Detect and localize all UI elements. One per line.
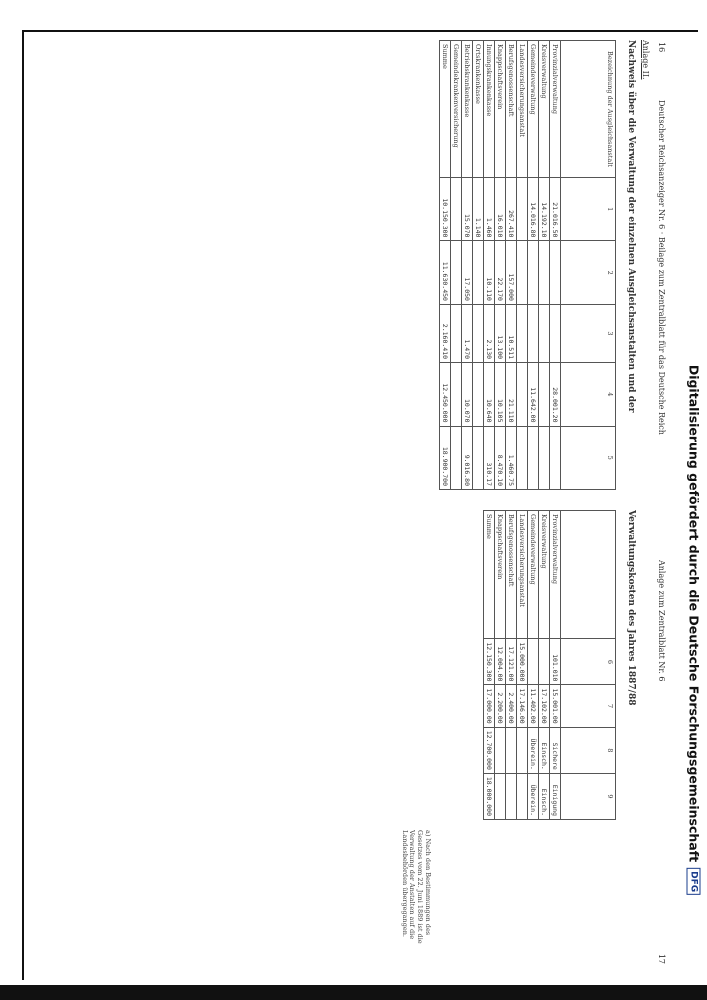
table-header-cell: 2 <box>561 241 616 304</box>
table-row <box>550 41 561 490</box>
rotated-scan-content <box>30 40 676 970</box>
dfg-logo-icon: DFG <box>687 868 701 895</box>
caption-left: Nachweis über die Verwaltung der einzelnen Ausgleichsanstalten und der <box>626 40 636 413</box>
value-cell <box>550 426 561 490</box>
table-row <box>451 41 462 490</box>
value-cell: 22.170 <box>495 241 506 304</box>
left-table <box>439 40 616 490</box>
row-label-cell: Ortskrankenkasse <box>473 41 484 178</box>
value-cell <box>451 178 462 241</box>
value-cell: 21.016.50 <box>550 178 561 241</box>
table-header-cell: Bezeichnung der Ausgleichsanstalt <box>561 41 616 178</box>
left-table-header-row <box>561 41 616 490</box>
value-cell: 2.160.410 <box>440 304 451 362</box>
value-cell: Überein. <box>528 773 539 819</box>
running-header <box>652 40 666 970</box>
annex-label: Anlage II. <box>641 40 650 80</box>
table-row <box>462 41 473 490</box>
row-label-cell: Landesversicherungsanstalt <box>517 41 528 178</box>
value-cell <box>517 426 528 490</box>
value-cell <box>539 363 550 426</box>
scan-bottom-edge <box>0 985 707 1000</box>
value-cell <box>451 426 462 490</box>
value-cell: Überein. <box>528 727 539 773</box>
value-cell: 17.146.00 <box>517 685 528 727</box>
value-cell <box>528 426 539 490</box>
table-row <box>484 511 495 820</box>
value-cell <box>517 727 528 773</box>
footnote: a) Nach den Bestimmungen des Gesetzes vom 22. Juni 1889 ist die Verwaltung der Anstalten auf die Landesbehörden übergegangen. <box>400 830 432 944</box>
value-cell <box>473 363 484 426</box>
banner-rotated <box>687 365 702 895</box>
value-cell <box>517 178 528 241</box>
running-title-left: Deutscher Reichsanzeiger Nr. 6 · Beilage zum Zentralblatt für das Deutsche Reich <box>657 100 666 435</box>
table-row <box>517 41 528 490</box>
row-label-cell: Gemeindeverwaltung <box>528 511 539 639</box>
table-header-cell: 4 <box>561 363 616 426</box>
table-row <box>506 41 517 490</box>
row-label-cell: Summe <box>484 511 495 639</box>
value-cell: 2.400.00 <box>506 685 517 727</box>
value-cell: 157.000 <box>506 241 517 304</box>
value-cell: 267.410 <box>506 178 517 241</box>
table-row <box>539 41 550 490</box>
value-cell: 15.070 <box>462 178 473 241</box>
running-title-right: Anlage zum Zentralblatt Nr. 6 <box>657 560 666 682</box>
value-cell: Sichere <box>550 727 561 773</box>
value-cell: 12.450.000 <box>440 363 451 426</box>
value-cell: 2.200.00 <box>495 685 506 727</box>
table-row <box>440 41 451 490</box>
row-label-cell: Kreisverwaltung <box>539 41 550 178</box>
row-label-cell: Berufsgenossenschaft <box>506 511 517 639</box>
value-cell <box>473 241 484 304</box>
table-header-cell: 9 <box>561 773 616 819</box>
value-cell <box>528 639 539 685</box>
row-label-cell: Berufsgenossenschaft <box>506 41 517 178</box>
value-cell: 11.630.450 <box>440 241 451 304</box>
row-label-cell: Provinzialverwaltung <box>550 511 561 639</box>
row-label-cell: Knappschaftsverein <box>495 41 506 178</box>
value-cell: 12.150.300 <box>484 639 495 685</box>
value-cell <box>517 363 528 426</box>
banner-text: Digitalisierung gefördert durch die Deutsche Forschungsgemeinschaft <box>686 364 702 863</box>
right-table-body <box>484 511 561 820</box>
row-label-cell: Innungskrankenkasse <box>484 41 495 178</box>
table-row <box>528 41 539 490</box>
sheet-inner <box>30 40 676 970</box>
value-cell: 15.000.000 <box>517 639 528 685</box>
value-cell <box>539 304 550 362</box>
value-cell: 10.150.300 <box>440 178 451 241</box>
table-header-cell: 7 <box>561 685 616 727</box>
row-label-cell: Gemeindeverwaltung <box>528 41 539 178</box>
value-cell: 17.000.00 <box>484 685 495 727</box>
value-cell: 12.004.00 <box>495 639 506 685</box>
value-cell: 10.640 <box>484 363 495 426</box>
table-row <box>495 511 506 820</box>
value-cell <box>506 727 517 773</box>
value-cell <box>539 426 550 490</box>
table-row <box>473 41 484 490</box>
caption-right: Verwaltungskosten des Jahres 1887/88 <box>626 510 636 706</box>
value-cell: 14.016.80 <box>528 178 539 241</box>
value-cell: 9.016.80 <box>462 426 473 490</box>
value-cell: 17.121.00 <box>506 639 517 685</box>
value-cell <box>517 304 528 362</box>
value-cell: 16.010 <box>495 178 506 241</box>
value-cell <box>473 426 484 490</box>
table-header-cell: 1 <box>561 178 616 241</box>
value-cell: 11.642.00 <box>528 363 539 426</box>
right-table <box>483 510 616 820</box>
value-cell: Einigung <box>550 773 561 819</box>
value-cell <box>506 773 517 819</box>
value-cell: 1.140 <box>473 178 484 241</box>
value-cell: 1.460.75 <box>506 426 517 490</box>
row-label-cell: Knappschaftsverein <box>495 511 506 639</box>
table-row <box>495 41 506 490</box>
table-row <box>517 511 528 820</box>
digitization-banner <box>681 270 707 990</box>
page-number-left: 16 <box>657 42 666 53</box>
table-header-cell: 6 <box>561 639 616 685</box>
left-table-body <box>440 41 561 490</box>
value-cell: 13.100 <box>495 304 506 362</box>
value-cell <box>495 727 506 773</box>
table-row <box>550 511 561 820</box>
row-label-cell: Betriebskrankenkasse <box>462 41 473 178</box>
right-table-header-row <box>561 511 616 820</box>
value-cell <box>451 304 462 362</box>
value-cell: Einsch. <box>539 727 550 773</box>
value-cell <box>528 304 539 362</box>
row-label-cell: Summe <box>440 41 451 178</box>
value-cell: 1.470 <box>462 304 473 362</box>
value-cell: 2.130 <box>484 304 495 362</box>
row-label-cell: Gemeindekrankenversicherung <box>451 41 462 178</box>
page-number-right: 17 <box>657 953 666 964</box>
value-cell: 18.000.000 <box>484 773 495 819</box>
row-label-cell: Landesversicherungsanstalt <box>517 511 528 639</box>
row-label-cell: Provinzialverwaltung <box>550 41 561 178</box>
value-cell: 101.010 <box>550 639 561 685</box>
value-cell <box>451 363 462 426</box>
value-cell <box>517 241 528 304</box>
value-cell: 10.511 <box>506 304 517 362</box>
table-row <box>506 511 517 820</box>
value-cell: 310.17 <box>484 426 495 490</box>
value-cell: 8.470.10 <box>495 426 506 490</box>
value-cell <box>451 241 462 304</box>
value-cell <box>539 639 550 685</box>
value-cell <box>550 304 561 362</box>
value-cell: 1.460 <box>484 178 495 241</box>
table-header-cell: 8 <box>561 727 616 773</box>
value-cell: 18.900.700 <box>440 426 451 490</box>
value-cell: 10.070 <box>462 363 473 426</box>
value-cell: Einsch. <box>539 773 550 819</box>
value-cell <box>473 304 484 362</box>
value-cell: 14.192.10 <box>539 178 550 241</box>
value-cell: 10.105 <box>495 363 506 426</box>
value-cell: 17.102.00 <box>539 685 550 727</box>
table-row <box>539 511 550 820</box>
value-cell: 15.001.00 <box>550 685 561 727</box>
row-label-cell: Kreisverwaltung <box>539 511 550 639</box>
value-cell: 21.110 <box>506 363 517 426</box>
value-cell <box>517 773 528 819</box>
value-cell <box>528 241 539 304</box>
value-cell: 11.402.00 <box>528 685 539 727</box>
value-cell: 28.001.20 <box>550 363 561 426</box>
value-cell: 10.110 <box>484 241 495 304</box>
table-header-cell <box>561 511 616 639</box>
value-cell <box>550 241 561 304</box>
value-cell <box>495 773 506 819</box>
table-row <box>484 41 495 490</box>
value-cell: 12.700.000 <box>484 727 495 773</box>
value-cell <box>539 241 550 304</box>
table-header-cell: 5 <box>561 426 616 490</box>
table-row <box>528 511 539 820</box>
table-header-cell: 3 <box>561 304 616 362</box>
value-cell: 17.050 <box>462 241 473 304</box>
